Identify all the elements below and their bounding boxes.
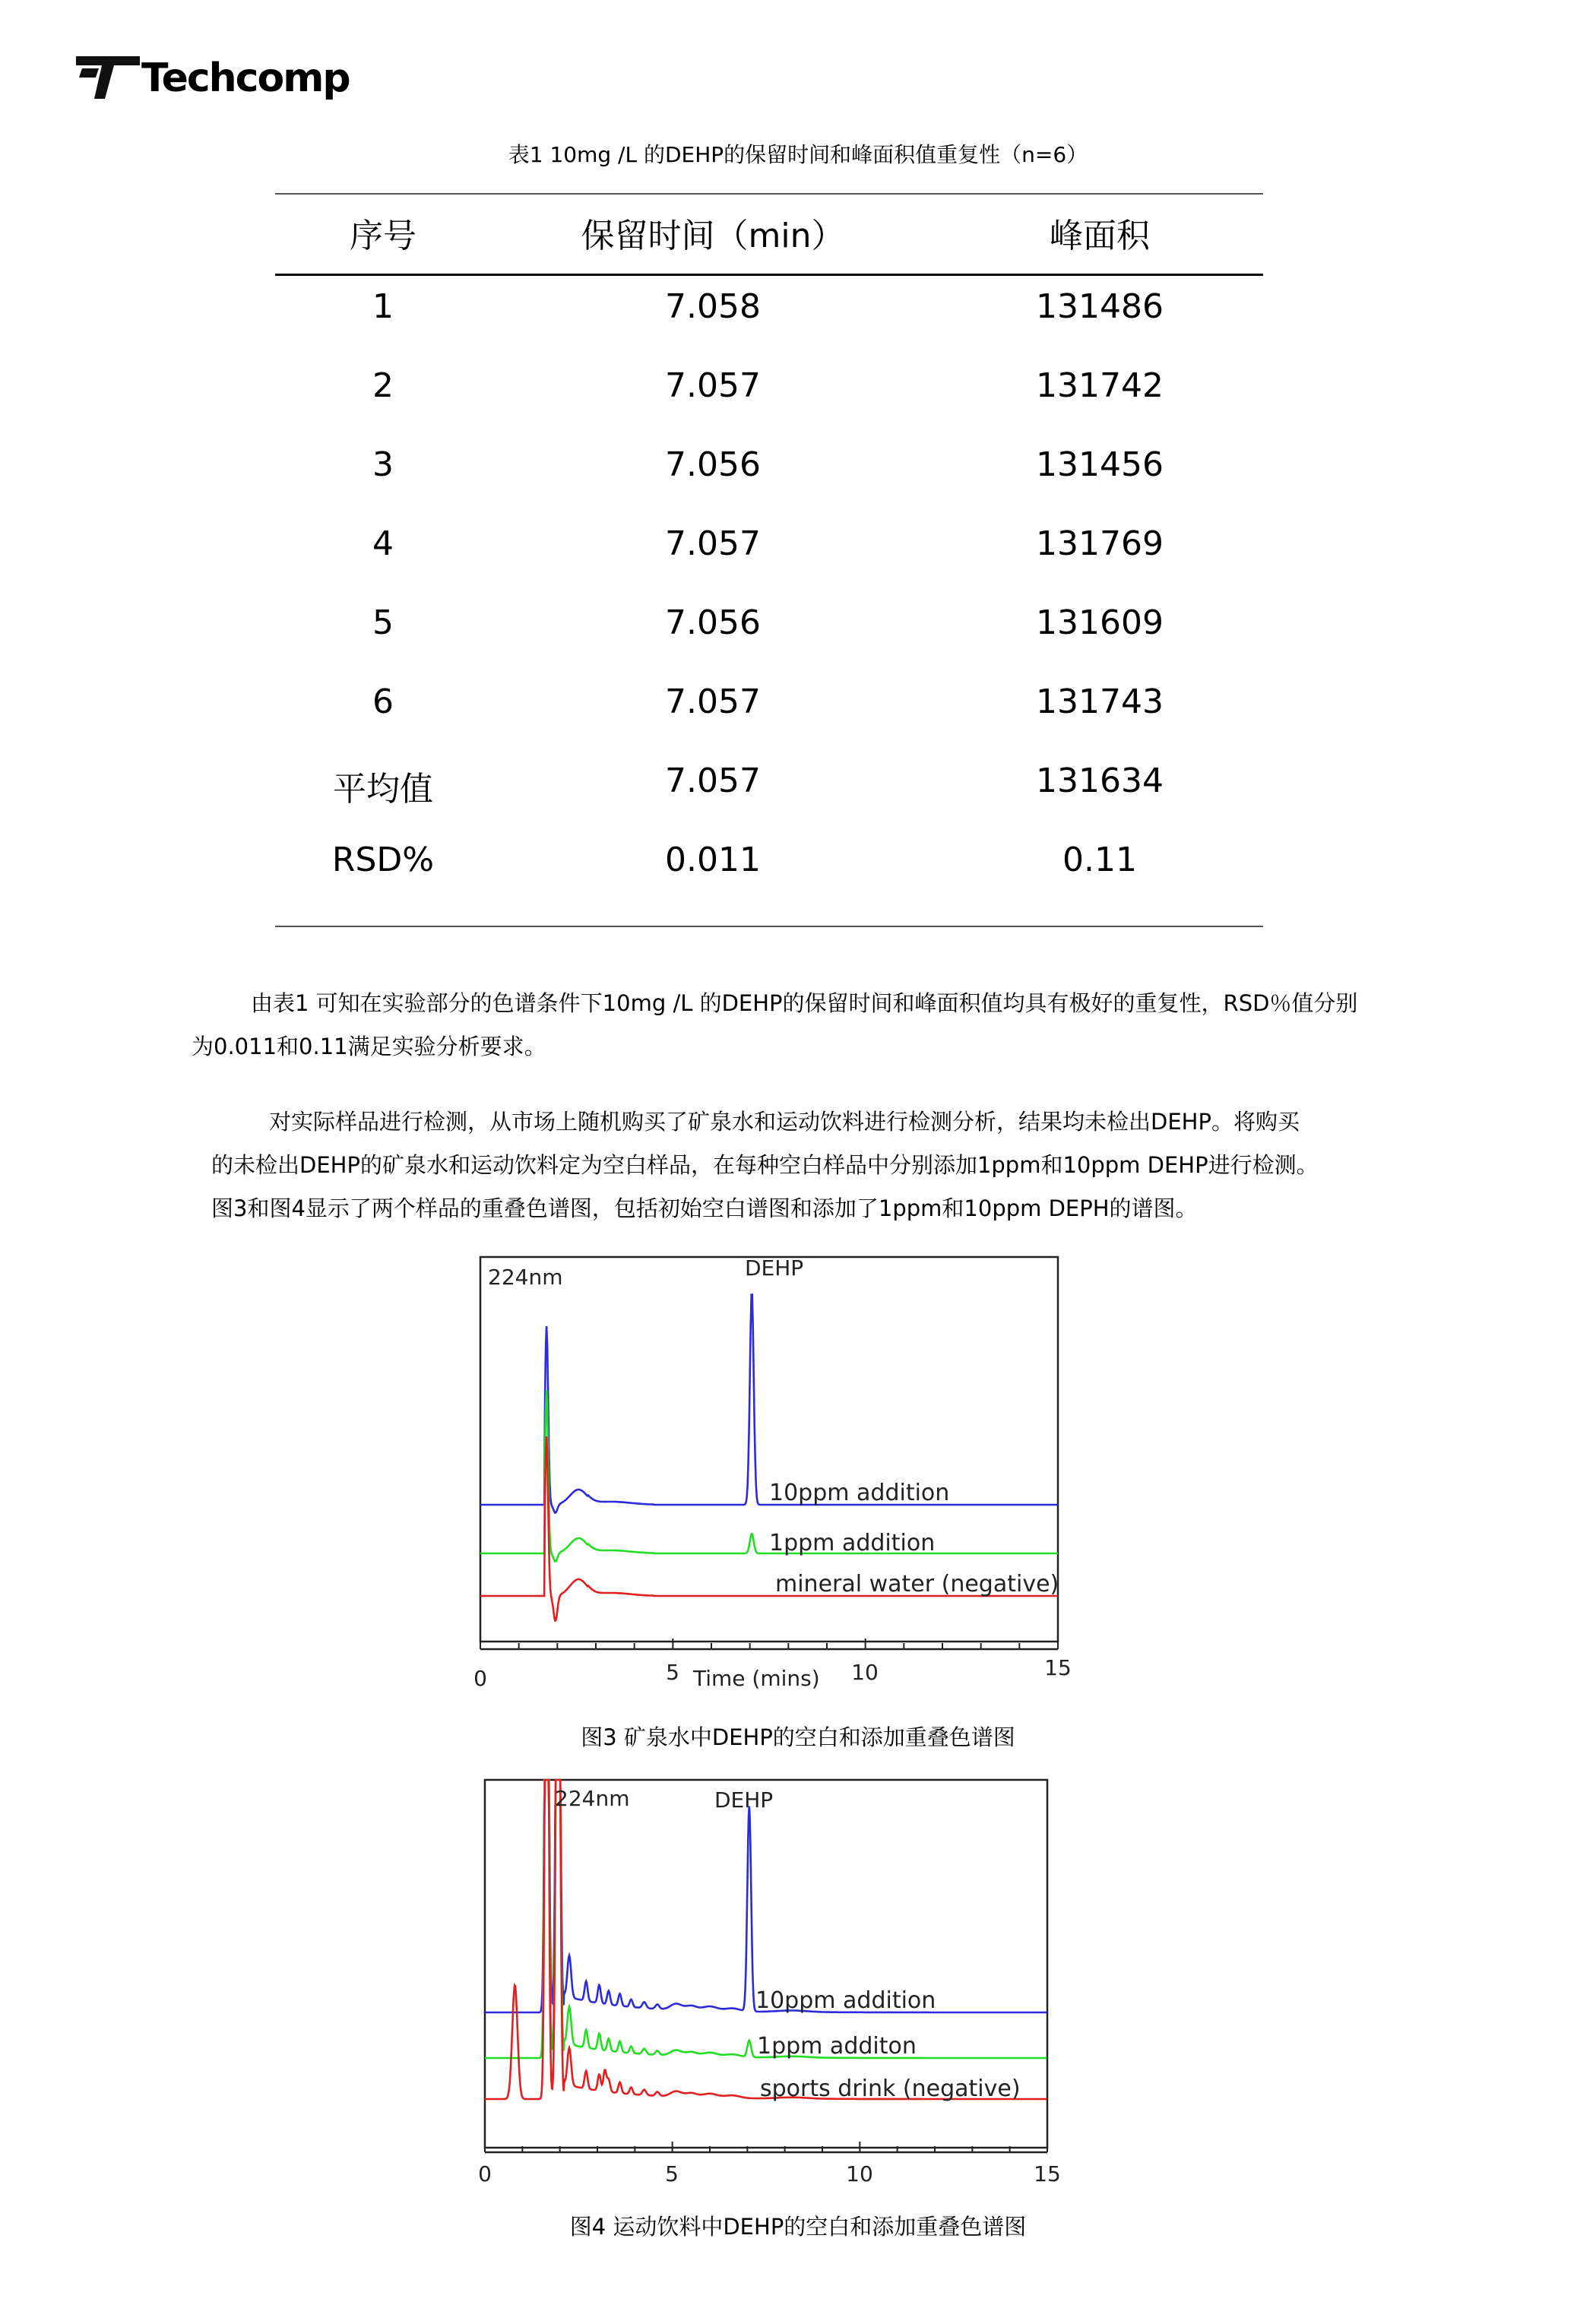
dehp-peak-label: DEHP xyxy=(745,1255,804,1281)
row-mean-time: 7.057 xyxy=(665,761,761,800)
x-tick-label-10: 10 xyxy=(851,1660,879,1685)
row-mean-area: 131634 xyxy=(1036,761,1164,800)
legend-1ppm: 1ppm addition xyxy=(769,1530,936,1556)
legend-10ppm: 10ppm addition xyxy=(755,1987,936,2014)
x-tick-label-0: 0 xyxy=(478,2161,492,2186)
header-peak-area: 峰面积 xyxy=(1050,217,1150,255)
chromatogram-mineral-water xyxy=(471,1246,1079,1702)
paragraph-2-line-2: 的未检出DEHP的矿泉水和运动饮料定为空白样品，在每种空白样品中分别添加1ppm和10ppm DEHP进行检测。 xyxy=(211,1152,1319,1178)
paragraph-1 xyxy=(0,982,1596,1069)
row-rsd-label: RSD% xyxy=(331,841,435,879)
x-tick-label-5: 5 xyxy=(666,1660,679,1685)
row-rsd-area: 0.11 xyxy=(1062,841,1137,879)
table-caption: 表1 10mg /L 的DEHP的保留时间和峰面积值重复性（n=6） xyxy=(508,142,1088,167)
legend-negative: sports drink (negative) xyxy=(760,2075,1021,2102)
row-1-area: 131486 xyxy=(1036,287,1164,326)
row-3-time: 7.056 xyxy=(665,445,761,484)
x-tick-label-10: 10 xyxy=(846,2161,873,2186)
dehp-peak-label: DEHP xyxy=(714,1787,774,1813)
row-6-area: 131743 xyxy=(1036,682,1164,721)
wavelength-label: 224nm xyxy=(555,1786,630,1811)
x-tick-label-0: 0 xyxy=(473,1666,487,1691)
row-rsd-time: 0.011 xyxy=(665,841,761,879)
header-retention-time: 保留时间（min） xyxy=(581,217,845,255)
chromatogram-sports-drink xyxy=(471,1771,1079,2196)
row-1-time: 7.058 xyxy=(665,287,761,326)
legend-negative: mineral water (negative) xyxy=(775,1571,1059,1597)
row-6-index: 6 xyxy=(372,682,394,721)
table-bottom-rule xyxy=(275,926,1263,927)
header-index: 序号 xyxy=(350,217,416,255)
paragraph-1-line-1: 由表1 可知在实验部分的色谱条件下10mg /L 的DEHP的保留时间和峰面积值均具有极好的重复性，RSD％值分别 xyxy=(251,990,1358,1016)
row-4-area: 131769 xyxy=(1036,524,1164,563)
row-4-time: 7.057 xyxy=(665,524,761,563)
row-3-index: 3 xyxy=(372,445,394,484)
figure-4-caption: 图4 运动饮料中DEHP的空白和添加重叠色谱图 xyxy=(569,2214,1027,2240)
paragraph-2-line-3: 图3和图4显示了两个样品的重叠色谱图，包括初始空白谱图和添加了1ppm和10ppm DEPH的谱图。 xyxy=(211,1195,1198,1221)
row-5-area: 131609 xyxy=(1036,603,1164,642)
row-5-time: 7.056 xyxy=(665,603,761,642)
paragraph-2 xyxy=(0,1100,1596,1230)
x-axis-label: Time (mins) xyxy=(693,1666,820,1691)
logo-text: Techcomp xyxy=(141,55,350,101)
techcomp-logo-mark-icon xyxy=(76,53,144,100)
row-2-time: 7.057 xyxy=(665,366,761,405)
x-tick-label-15: 15 xyxy=(1034,2161,1061,2186)
paragraph-2-line-1: 对实际样品进行检测，从市场上随机购买了矿泉水和运动饮料进行检测分析，结果均未检出DEHP。将购买 xyxy=(269,1109,1300,1135)
row-2-area: 131742 xyxy=(1036,366,1164,405)
x-tick-label-5: 5 xyxy=(665,2161,679,2186)
row-mean-label: 平均值 xyxy=(333,770,433,809)
techcomp-logo xyxy=(76,53,350,106)
legend-1ppm: 1ppm additon xyxy=(757,2033,917,2060)
x-tick-label-15: 15 xyxy=(1044,1655,1072,1680)
legend-10ppm: 10ppm addition xyxy=(769,1480,950,1506)
table-top-rule xyxy=(275,193,1263,195)
row-5-index: 5 xyxy=(372,603,394,642)
table-header-rule xyxy=(275,274,1263,276)
row-4-index: 4 xyxy=(372,524,394,563)
row-1-index: 1 xyxy=(372,287,394,326)
figure-3-caption: 图3 矿泉水中DEHP的空白和添加重叠色谱图 xyxy=(581,1724,1015,1750)
row-6-time: 7.057 xyxy=(665,682,761,721)
wavelength-label: 224nm xyxy=(488,1265,563,1290)
paragraph-1-line-2: 为0.011和0.11满足实验分析要求。 xyxy=(192,1034,546,1059)
row-3-area: 131456 xyxy=(1036,445,1164,484)
row-2-index: 2 xyxy=(372,366,394,405)
